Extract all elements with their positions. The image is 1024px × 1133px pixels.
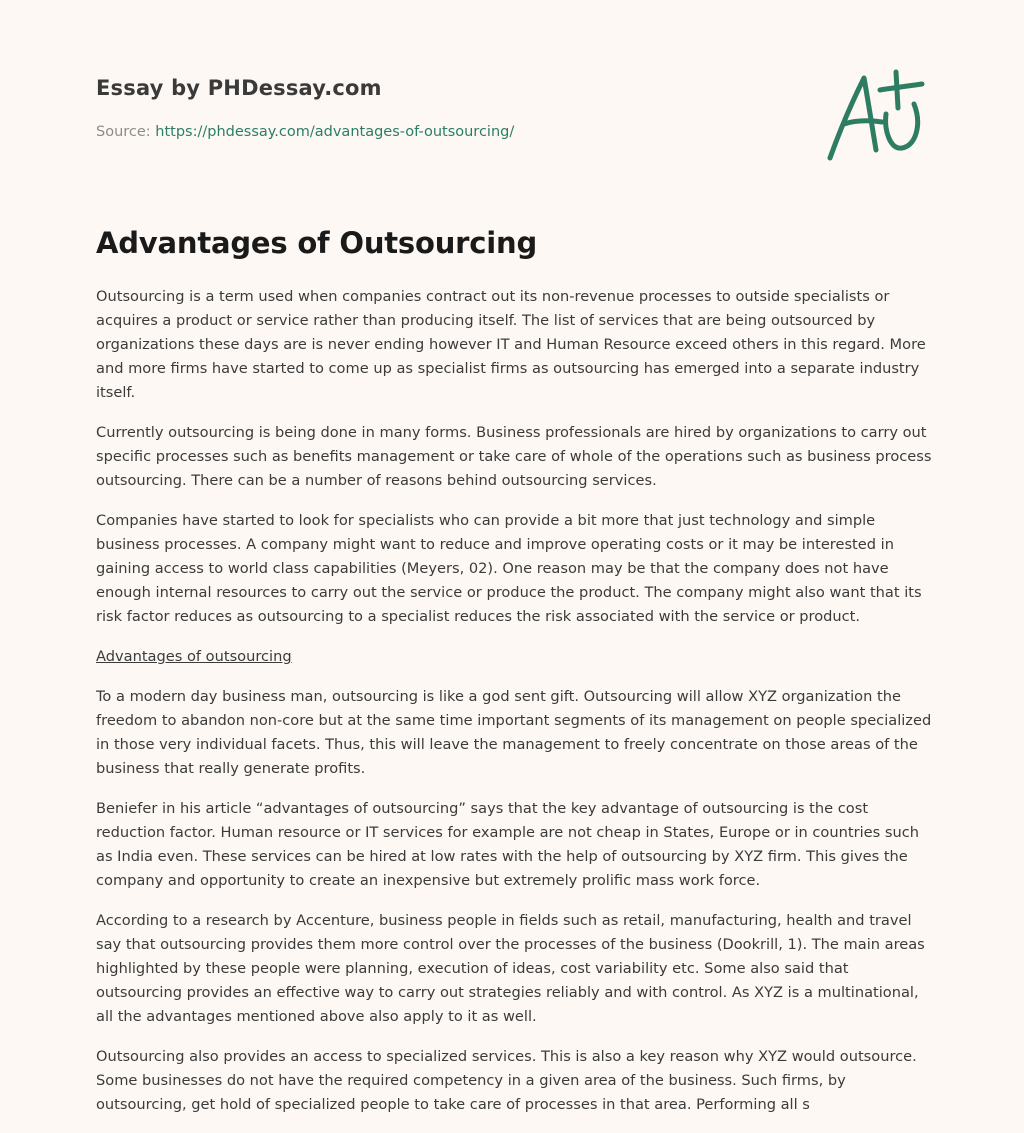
essay-title: Advantages of Outsourcing xyxy=(96,226,538,260)
source-line xyxy=(96,124,514,140)
paragraph: Companies have started to look for specialists who can provide a bit more that just technology and simple business processes. A company might want to reduce and improve operating costs or it may be interested in gaining access to world class capabilities (Meyers, 02). One reason may be that the company does not have enough internal resources to carry out the service or produce the product. The company might also want that its risk factor reduces as outsourcing to a specialist reduces the risk associated with the service or product. xyxy=(96,512,922,625)
source-label: Source: xyxy=(96,124,156,140)
paragraph: Outsourcing also provides an access to specialized services. This is also a key reason why XYZ would outsource. Some businesses do not have the required competency in a given area of the business. Such firms, by outsourcing, get hold of specialized people to take care of processes in that area. Performing all s xyxy=(96,1048,917,1113)
section-subheading: Advantages of outsourcing xyxy=(96,648,292,665)
a-plus-logo-icon xyxy=(824,68,928,164)
paragraph: Currently outsourcing is being done in many forms. Business professionals are hired by organizations to carry out specific processes such as benefits management or take care of whole of the operations such as business process outsourcing. There can be a number of reasons behind outsourcing services. xyxy=(96,424,932,489)
paragraph: Outsourcing is a term used when companies contract out its non-revenue processes to outside specialists or acquires a product or service rather than producing itself. The list of services that are being outsourced by organizations these days are is never ending however IT and Human Resource exceed others in this regard. More and more firms have started to come up as specialist firms as outsourcing has emerged into a separate industry itself. xyxy=(96,288,926,401)
source-link[interactable]: https://phdessay.com/advantages-of-outsourcing/ xyxy=(155,124,515,140)
site-title: Essay by PHDessay.com xyxy=(96,76,382,100)
essay-body xyxy=(96,285,932,1133)
paragraph: According to a research by Accenture, business people in fields such as retail, manufacturing, health and travel say that outsourcing provides them more control over the processes of the business (Dookrill, 1). The main areas highlighted by these people were planning, execution of ideas, cost variability etc. Some also said that outsourcing provides an effective way to carry out strategies reliably and with control. As XYZ is a multinational, all the advantages mentioned above also apply to it as well. xyxy=(96,912,925,1025)
paragraph: Beniefer in his article “advantages of outsourcing” says that the key advantage of outsourcing is the cost reduction factor. Human resource or IT services for example are not cheap in States, Europe or in countries such as India even. These services can be hired at low rates with the help of outsourcing by XYZ firm. This gives the company and opportunity to create an inexpensive but extremely prolific mass work force. xyxy=(96,800,919,889)
paragraph: To a modern day business man, outsourcing is like a god sent gift. Outsourcing will allow XYZ organization the freedom to abandon non-core but at the same time important segments of its management on people specialized in those very individual facets. Thus, this will leave the management to freely concentrate on those areas of the business that really generate profits. xyxy=(96,688,932,777)
